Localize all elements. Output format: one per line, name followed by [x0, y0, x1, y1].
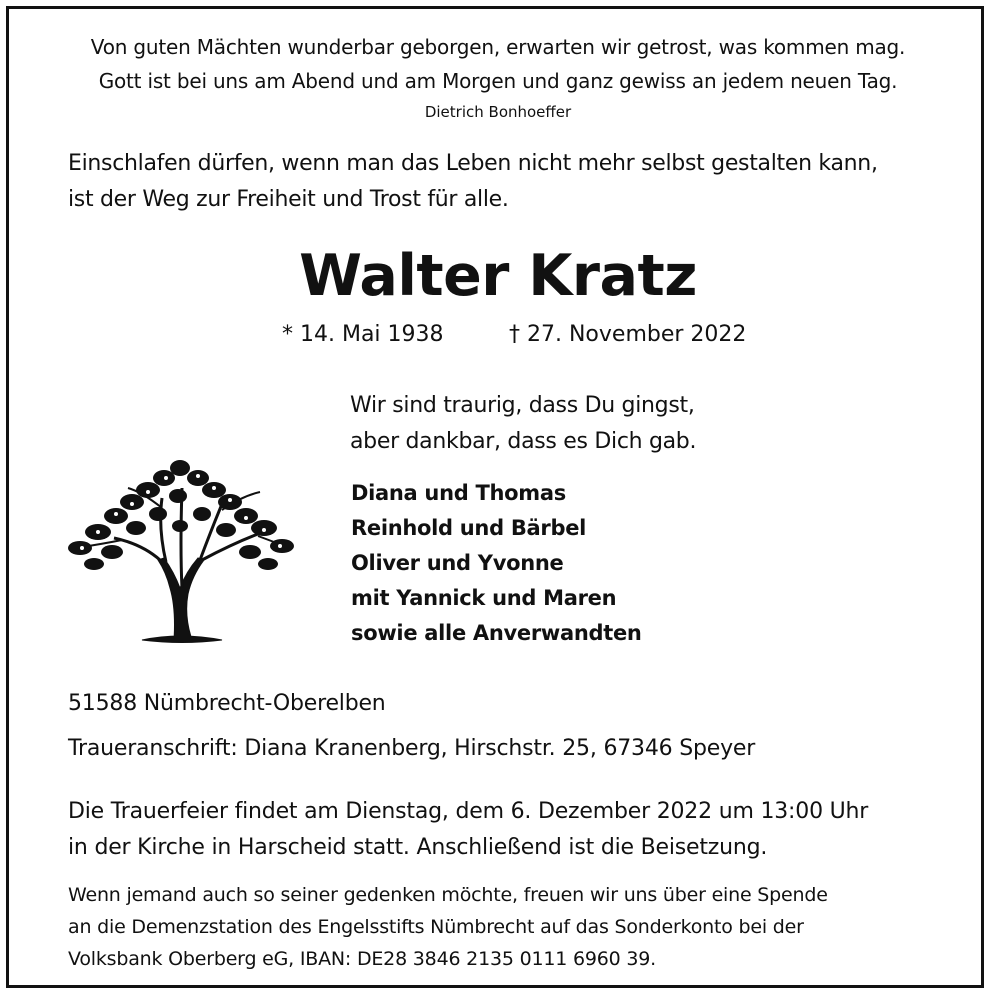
- mourning-address: Traueranschrift: Diana Kranenberg, Hirschstr. 25, 67346 Speyer: [68, 736, 756, 761]
- tree-icon: [62, 448, 298, 648]
- birth-date: * 14. Mai 1938: [282, 322, 444, 347]
- family-member: sowie alle Anverwandten: [351, 621, 642, 645]
- deceased-name: Walter Kratz: [299, 243, 697, 309]
- service-line-2: in der Kirche in Harscheid statt. Anschließend ist die Beisetzung.: [68, 835, 768, 860]
- donation-line-2: an die Demenzstation des Engelsstifts Nümbrecht auf das Sonderkonto bei der: [68, 916, 804, 938]
- donation-line-1: Wenn jemand auch so seiner gedenken möchte, freuen wir uns über eine Spende: [68, 884, 828, 906]
- service-line-1: Die Trauerfeier findet am Dienstag, dem 6. Dezember 2022 um 13:00 Uhr: [68, 799, 869, 824]
- family-member: Oliver und Yvonne: [351, 551, 564, 575]
- intro-line-1: Einschlafen dürfen, wenn man das Leben nicht mehr selbst gestalten kann,: [68, 151, 878, 176]
- quote-line-2: Gott ist bei uns am Abend und am Morgen und ganz gewiss an jedem neuen Tag.: [98, 69, 898, 93]
- verse-line-2: aber dankbar, dass es Dich gab.: [350, 429, 697, 454]
- location: 51588 Nümbrecht-Oberelben: [68, 691, 386, 716]
- verse-line-1: Wir sind traurig, dass Du gingst,: [350, 393, 695, 418]
- quote-line-1: Von guten Mächten wunderbar geborgen, erwarten wir getrost, was kommen mag.: [90, 35, 906, 59]
- family-member: mit Yannick und Maren: [351, 586, 617, 610]
- quote-author: Dietrich Bonhoeffer: [424, 103, 572, 121]
- family-member: Reinhold und Bärbel: [351, 516, 587, 540]
- donation-line-3: Volksbank Oberberg eG, IBAN: DE28 3846 2135 0111 6960 39.: [68, 948, 656, 970]
- intro-line-2: ist der Weg zur Freiheit und Trost für alle.: [68, 187, 509, 212]
- death-date: † 27. November 2022: [509, 322, 747, 347]
- family-member: Diana und Thomas: [351, 481, 566, 505]
